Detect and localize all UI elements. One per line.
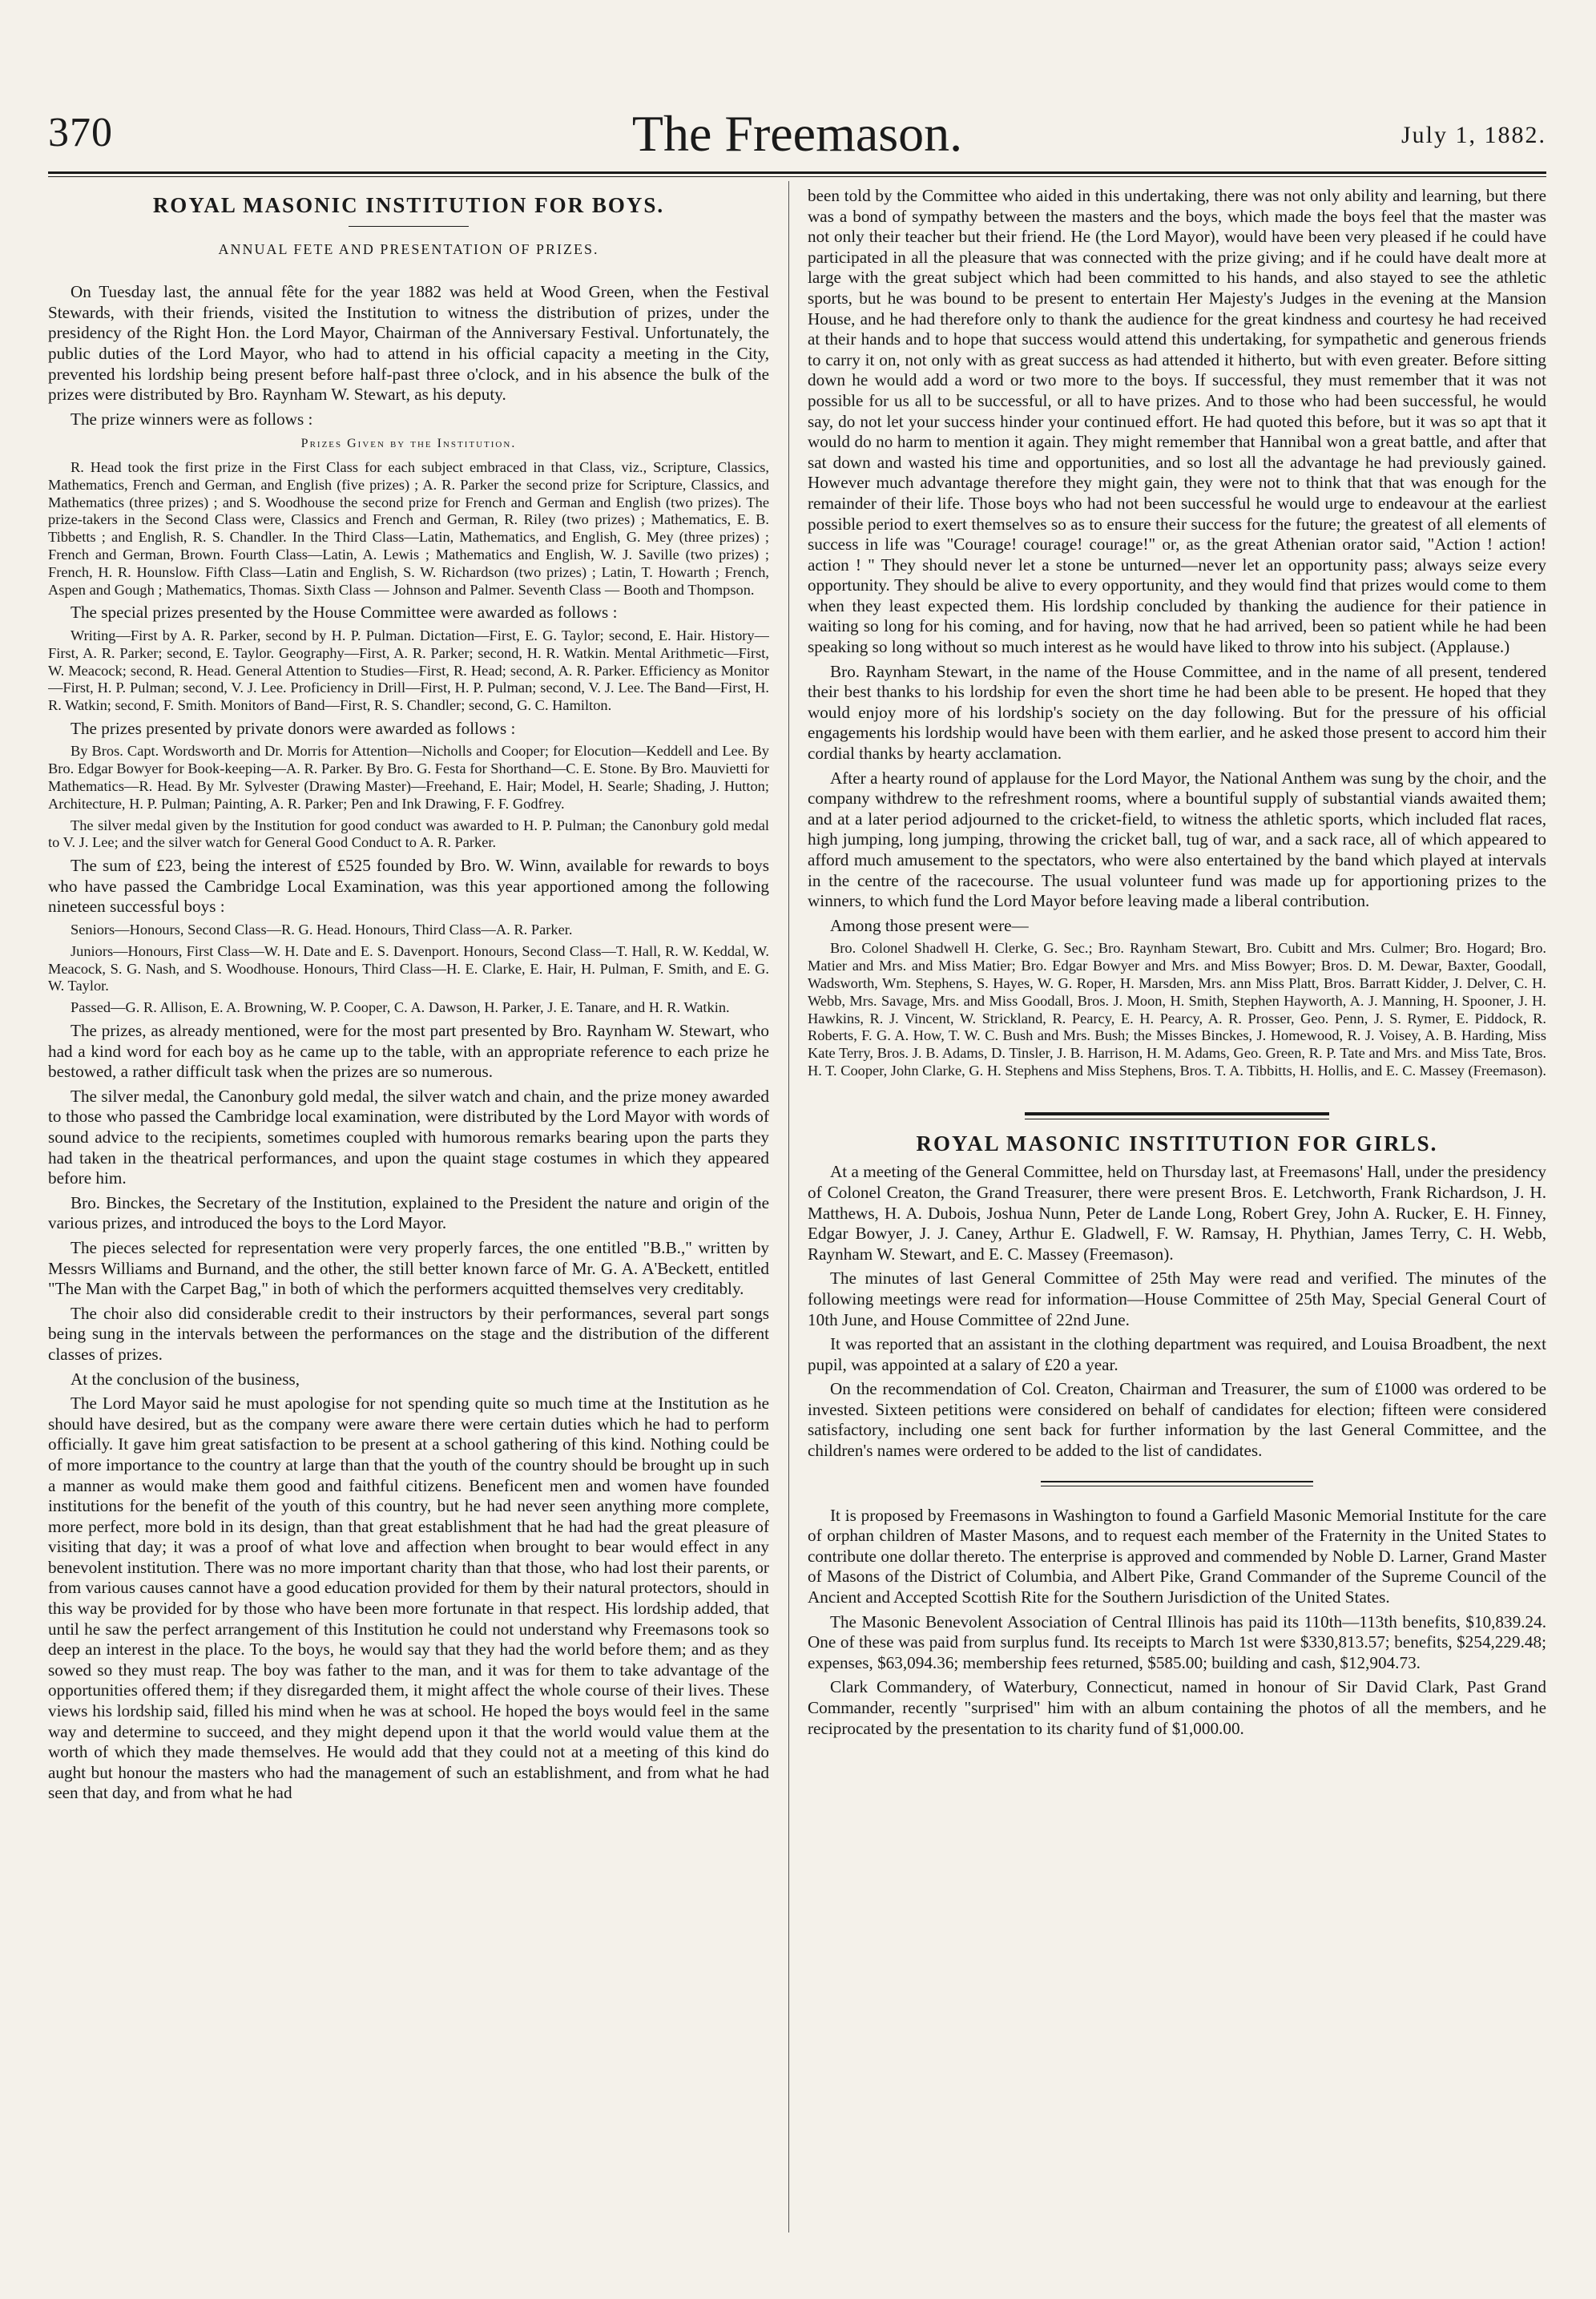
notes-paragraph: Clark Commandery, of Waterbury, Connecticut, named in honour of Sir David Clark, Past Grand Commander, recently "surprised" him with an album containing the photos of all the members, and he reciprocated by the presentation to its charity fund of $1,000.00. — [808, 1677, 1546, 1738]
exam-list: Seniors—Honours, Second Class—R. G. Head. Honours, Third Class—A. R. Parker. — [71, 922, 573, 938]
masthead — [48, 104, 1546, 168]
column-divider — [788, 181, 789, 2232]
left-column — [48, 186, 769, 2253]
prize-list: The silver medal given by the Institution for good conduct was awarded to H. P. Pulman; the Canonbury gold medal to V. J. Lee; and the silver watch for General Good Conduct to A. R. Parker. — [48, 817, 769, 851]
prize-list: By Bros. Capt. Wordsworth and Dr. Morris for Attention—Nicholls and Cooper; for Elocution—Keddell and Lee. By Bro. Edgar Bowyer for Book-keeping—A. R. Parker. By Bro. G. Festa for Shorthand—C. E. Stone. By Bro. Mauvietti for Mathematics—R. Head. By Mr. Sylvester (Drawing Master)—Freehand, E. Hair; Model, H. Searle; Shading, J. Hutton; Architecture, H. P. Pulman; Painting, A. R. Parker; Pen and Ink Drawing, F. F. Godfrey. — [48, 743, 769, 812]
boys-paragraph: The special prizes presented by the House Committee were awarded as follows : — [71, 603, 618, 623]
exam-list: Passed—G. R. Allison, E. A. Browning, W. P. Cooper, C. A. Dawson, H. Parker, J. E. Tanare, and H. R. Watkin. — [71, 999, 730, 1016]
notes-paragraph: The Masonic Benevolent Association of Central Illinois has paid its 110th—113th benefits, $10,839.24. One of these was paid from surplus fund. Its receipts to March 1st were $330,813.57; benefits, $254,229.48; expenses, $63,094.36; membership fees returned, $585.00; building and cash, $12,904.73. — [808, 1611, 1546, 1672]
boys-paragraph: The pieces selected for representation were very properly farces, the one entitled "B.B.," written by Messrs Williams and Burnand, and the other, the still better known farce of Mr. G. A. A'Beckett, entitled "The Man with the Carpet Bag," in both of which the performers acquitted themselves very creditably. — [48, 1237, 769, 1299]
boys-paragraph: The Lord Mayor said he must apologise for not spending quite so much time at the Institution as he should have desired, but as the company were aware there were certain duties which he had to perform officially. It gave him great satisfaction to be present at a school gathering of this kind. Nothing could be of more importance to the country at large than that the youth of the country should be brought up in such a manner as would make them good and faithful citizens. Beneficent men and women have founded institutions for the benefit of the youth of this country, but he had never seen anything more complete, more perfect, more bold in its design, than that great establishment that he had had the great pleasure of visiting that day; it was a proof of what love and affection when brought to bear would effect in any benevolent institution. There was no more important charity than that those, who had lost their parents, or from various causes cannot have a good education provided for them by their natural protectors, should in this way be provided for by those who have been more fortunate in that respect. His lordship added, that until he saw the perfect arrangement of this Institution he could not understand why Freemasons took so deep an interest in the place. To the boys, he would say that they had the world before them; and as they sowed so they must reap. The boy was father to the man, and it was for them to take advantage of the opportunities offered them; if they disregarded them, it might affect the whole course of their lives. These views his lordship said, filled his mind when he was at school. He hoped the boys would feel in the same way and determine to succeed, and they might depend upon it that the world would value them at the worth of which they made themselves. He would add that they could not at a meeting of this kind do aught but honour the masters who had the management of such an establishment, and from what he had seen that day, and from what he had — [48, 1394, 769, 1803]
boys-paragraph: On Tuesday last, the annual fête for the year 1882 was held at Wood Green, when the Festival Stewards, with their friends, visited the Institution to witness the distribution of prizes, under the presidency of the Right Hon. the Lord Mayor, Chairman of the Anniversary Festival. Unfortunately, the public duties of the Lord Mayor, who had to attend in his official capacity a meeting in the City, prevented his lordship being present before half-past three o'clock, and in his absence the bulk of the prizes were distributed by Bro. Raynham W. Stewart, as his deputy. — [48, 282, 769, 405]
right-column — [808, 186, 1546, 2253]
boys-paragraph: The prize winners were as follows : — [71, 409, 313, 429]
boys-paragraph: After a hearty round of applause for the Lord Mayor, the National Anthem was sung by the choir, and the company withdrew to the refreshment rooms, where a bountiful supply of substantial viands awaited them; and at a later period adjourned to the cricket-field, to witness the athletic sports, which included flat races, high jumping, long jumping, throwing the cricket ball, tug of war, and a sack race, all of which appeared to afford much amusement to the spectators, who were also entertained by the band which played at intervals in the centre of the racecourse. The usual volunteer fund was made up for apportioning prizes to the winners, to which fund the Lord Mayor before leaving made a liberal contribution. — [808, 768, 1546, 911]
boys-paragraph: The prizes presented by private donors were awarded as follows : — [71, 718, 516, 738]
boys-paragraph: At the conclusion of the business, — [71, 1369, 300, 1389]
boys-paragraph: Among those present were— — [830, 915, 1029, 935]
girls-heading: ROYAL MASONIC INSTITUTION FOR GIRLS. — [916, 1131, 1438, 1156]
boys-paragraph: been told by the Committee who aided in this undertaking, there was not only ability and learning, but there was a bond of sympathy between the masters and the boys, which made the boys feel that the master was not only their teacher but their friend. He (the Lord Mayor), would have been very pleased if he could have participated in all the pleasure that was connected with the prize giving; and if he could have dealt more at large with the great subject which had been committed to his hands, and also stayed to see the athletic sports, but he was bound to be present to entertain Her Majesty's Judges in the evening at the Mansion House, and he had therefore only to thank the audience for the great kindness and courtesy he had received at their hands and to hope that success would attend this undertaking, for sympathetic and generous friends to carry it on, not only with as great success as had attended it hitherto, but with even greater. Before sitting down he would add a word or two more to the boys. If successful, they must remember that it was not possible for us all to be successful, or all to have prizes. And to those who had been successful, he would say, do not let your success hinder your continued effort. He had quoted this before, but it was so apt that it would do no harm to mention it again. They might remember that Hannibal won a great battle, and after that sat down and wasted his time and opportunities, and so lost all the advantage he had previously gained. However much advantage therefore they might gain, they were not to think that that was enough for the remainder of their life. Those boys who had not been successful he would urge to endeavour at the earliest possible period to exert themselves so as to ensure their success for the future; the greatest of all elements of success in life was "Courage! courage! courage!" or, as the great Athenian orator said, "Action ! action! action ! " They should never let a stone be unturned—never let an opportunity pass; always seize every opportunity. They should be alive to every opportunity, and they would find that prizes would come to them when they least expected them. His lordship concluded by thanking the audience for their patience in waiting so long for his coming, and for having, now that he had arrived, been so patient while he had been speaking so long without so much interest as he would have liked to throw into his subject. (Applause.) — [808, 186, 1546, 657]
notes-paragraph: It is proposed by Freemasons in Washington to found a Garfield Masonic Memorial Institute for the care of orphan children of Master Masons, and to request each member of the Fraternity in the United States to contribute one dollar thereto. The enterprise is approved and commended by Noble D. Larner, Grand Master of Masons of the District of Columbia, and Albert Pike, Grand Commander of the Supreme Council of the Ancient and Accepted Scottish Rite for the Southern Jurisdiction of the United States. — [808, 1505, 1546, 1607]
newspaper-title: The Freemason. — [631, 105, 963, 162]
girls-paragraph: The minutes of last General Committee of 25th May were read and verified. The minutes of the following meetings were read for information—House Committee of 25th May, Special General Court of 10th June, and House Committee of 22nd June. — [808, 1268, 1546, 1329]
girls-paragraph: On the recommendation of Col. Creaton, Chairman and Treasurer, the sum of £1000 was ordered to be invested. Sixteen petitions were considered on behalf of candidates for election; fifteen were considered satisfactory, including one sent back for further information by the last General Committee, and the children's names were ordered to be added to the list of candidates. — [808, 1379, 1546, 1461]
girls-paragraph: It was reported that an assistant in the clothing department was required, and Louisa Broadbent, the next pupil, was appointed at a salary of £20 a year. — [808, 1334, 1546, 1374]
girls-paragraph: At a meeting of the General Committee, held on Thursday last, at Freemasons' Hall, under the presidency of Colonel Creaton, the Grand Treasurer, there were present Bros. E. Letchworth, Frank Richardson, J. H. Matthews, H. A. Dubois, Joshua Nunn, Peter de Lande Long, Robert Grey, John A. Rucker, E. H. Finney, Edgar Bowyer, J. J. Caney, Arthur E. Gladwell, F. W. Ramsay, H. Phythian, James Terry, C. H. Webb, Raynham W. Stewart, and E. C. Massey (Freemason). — [808, 1162, 1546, 1264]
boys-paragraph: Bro. Binckes, the Secretary of the Institution, explained to the President the nature and origin of the various prizes, and introduced the boys to the Lord Mayor. — [48, 1192, 769, 1233]
section-rule — [1041, 1481, 1313, 1486]
boys-paragraph: The sum of £23, being the interest of £525 founded by Bro. W. Winn, available for rewards to boys who have passed the Cambridge Local Examination, was this year apportioned among the following nineteen successful boys : — [48, 856, 769, 917]
heading-rule — [349, 226, 469, 227]
exam-list: Juniors—Honours, First Class—W. H. Date and E. S. Davenport. Honours, Second Class—T. Hall, R. W. Keddal, W. Meacock, S. G. Nash, and S. Woodhouse. Honours, Third Class—H. E. Clarke, E. Hair, H. Pulman, F. Smith, and E. G. W. Taylor. — [48, 942, 769, 994]
boys-subheading: ANNUAL FETE AND PRESENTATION OF PRIZES. — [218, 240, 599, 257]
attendees-list: Bro. Colonel Shadwell H. Clerke, G. Sec.; Bro. Raynham Stewart, Bro. Cubitt and Mrs. Culmer; Bro. Hogard; Bro. Matier and Mrs. and Miss Matier; Bro. Edgar Bowyer and Mrs. and Miss Bowyer; Bros. D. M. Dewar, Baxter, Goodall, Wadsworth, Wm. Stephens, S. Hayes, W. G. Roper, H. Marsden, Mrs. ann Miss Platt, Bros. Barratt Kidder, J. Delver, C. H. Webb, Mrs. Savage, Mrs. and Miss Goodall, Bros. J. Moon, H. Smith, Stephen Hayworth, A. J. Manning, H. Spooner, J. H. Hawkins, R. J. Vincent, W. Strickland, R. Pearcy, E. H. Pearcy, A. R. Prosser, Geo. Penn, J. S. Rymer, E. Piddock, R. Roberts, F. G. A. How, T. W. C. Bush and Mrs. Bush; the Misses Binckes, J. Homewood, R. J. Voisey, A. B. Harding, Miss Kate Terry, Bros. J. B. Adams, D. Tinsler, J. B. Harrison, H. M. Adams, Geo. Green, R. P. Tate and Mrs. and Miss Tate, Bros. H. T. Cooper, John Clarke, G. H. Stephens and Miss Stephens, Bros. T. A. Tibbitts, H. Hollis, and E. C. Massey (Freemason). — [808, 940, 1546, 1079]
issue-date: July 1, 1882. — [1401, 122, 1546, 148]
masthead-rule-thin — [48, 176, 1546, 177]
boys-paragraph: Bro. Raynham Stewart, in the name of the House Committee, and in the name of all present, tendered their best thanks to his lordship for even the short time he had been able to be present. He hoped that they would enjoy more of his lordship's society on the day following. But for the pressure of his official engagements his lordship would have been with them earlier, and he asked those present to accord him their cordial thanks by hearty acclamation. — [808, 661, 1546, 764]
boys-paragraph: The silver medal, the Canonbury gold medal, the silver watch and chain, and the prize money awarded to those who passed the Cambridge local examination, were distributed by the Lord Mayor with words of sound advice to the recipients, sometimes coupled with humorous remarks bearing upon the parts they had taken in the theatrical performances, and upon the quaint stage costumes in which they appeared before him. — [48, 1086, 769, 1188]
prizes-institution-heading: Prizes Given by the Institution. — [300, 437, 517, 451]
boys-paragraph: The prizes, as already mentioned, were for the most part presented by Bro. Raynham W. Stewart, who had a kind word for each boy as he came up to the table, with an appropriate reference to each prize he bestowed, a rather difficult task when the prizes are so numerous. — [48, 1021, 769, 1082]
prize-list: R. Head took the first prize in the First Class for each subject embraced in that Class, viz., Scripture, Classics, Mathematics, French and German, and English (five prizes) ; A. R. Parker the second prize for Scripture, Classics, and Mathematics (three prizes) ; and S. Woodhouse the second prize for French and German and English (two prizes). The prize-takers in the Second Class were, Classics and French and German, R. Riley (two prizes) ; Mathematics, E. B. Tibbetts ; and English, R. S. Chandler. In the Third Class—Latin, Mathematics, and English, G. Mey (three prizes) ; French and German, Brown. Fourth Class—Latin, A. Lewis ; Mathematics and English, W. J. Saville (two prizes) ; French, H. R. Hounslow. Fifth Class—Latin and English, S. W. Richardson (two prizes) ; Latin, T. Howarth ; French, Aspen and Gough ; Mathematics, Thomas. Sixth Class — Johnson and Palmer. Seventh Class — Booth and Thompson. — [48, 458, 769, 598]
prize-list: Writing—First by A. R. Parker, second by H. P. Pulman. Dictation—First, E. G. Taylor; second, E. Hair. History—First, A. R. Parker; second, E. Taylor. Geography—First, A. R. Parker; second, H. R. Watkin. Mental Arithmetic—First, W. Meacock; second, R. Head. General Attention to Studies—First, R. Head; second, A. R. Parker. Efficiency as Monitor—First, H. P. Pulman; second, V. J. Lee. Proficiency in Drill—First, H. P. Pulman; second, V. J. Lee. The Band—First, H. R. Watkin; second, F. Smith. Monitors of Band—First, R. S. Chandler; second, G. C. Hamilton. — [48, 627, 769, 714]
masthead-rule — [48, 171, 1546, 174]
section-rule — [1025, 1112, 1329, 1119]
boys-heading: ROYAL MASONIC INSTITUTION FOR BOYS. — [152, 193, 665, 217]
page-number: 370 — [48, 110, 113, 155]
boys-paragraph: The choir also did considerable credit to their instructors by their performances, several part songs being sung in the intervals between the performances on the stage and the distribution of the different classes of prizes. — [48, 1303, 769, 1364]
